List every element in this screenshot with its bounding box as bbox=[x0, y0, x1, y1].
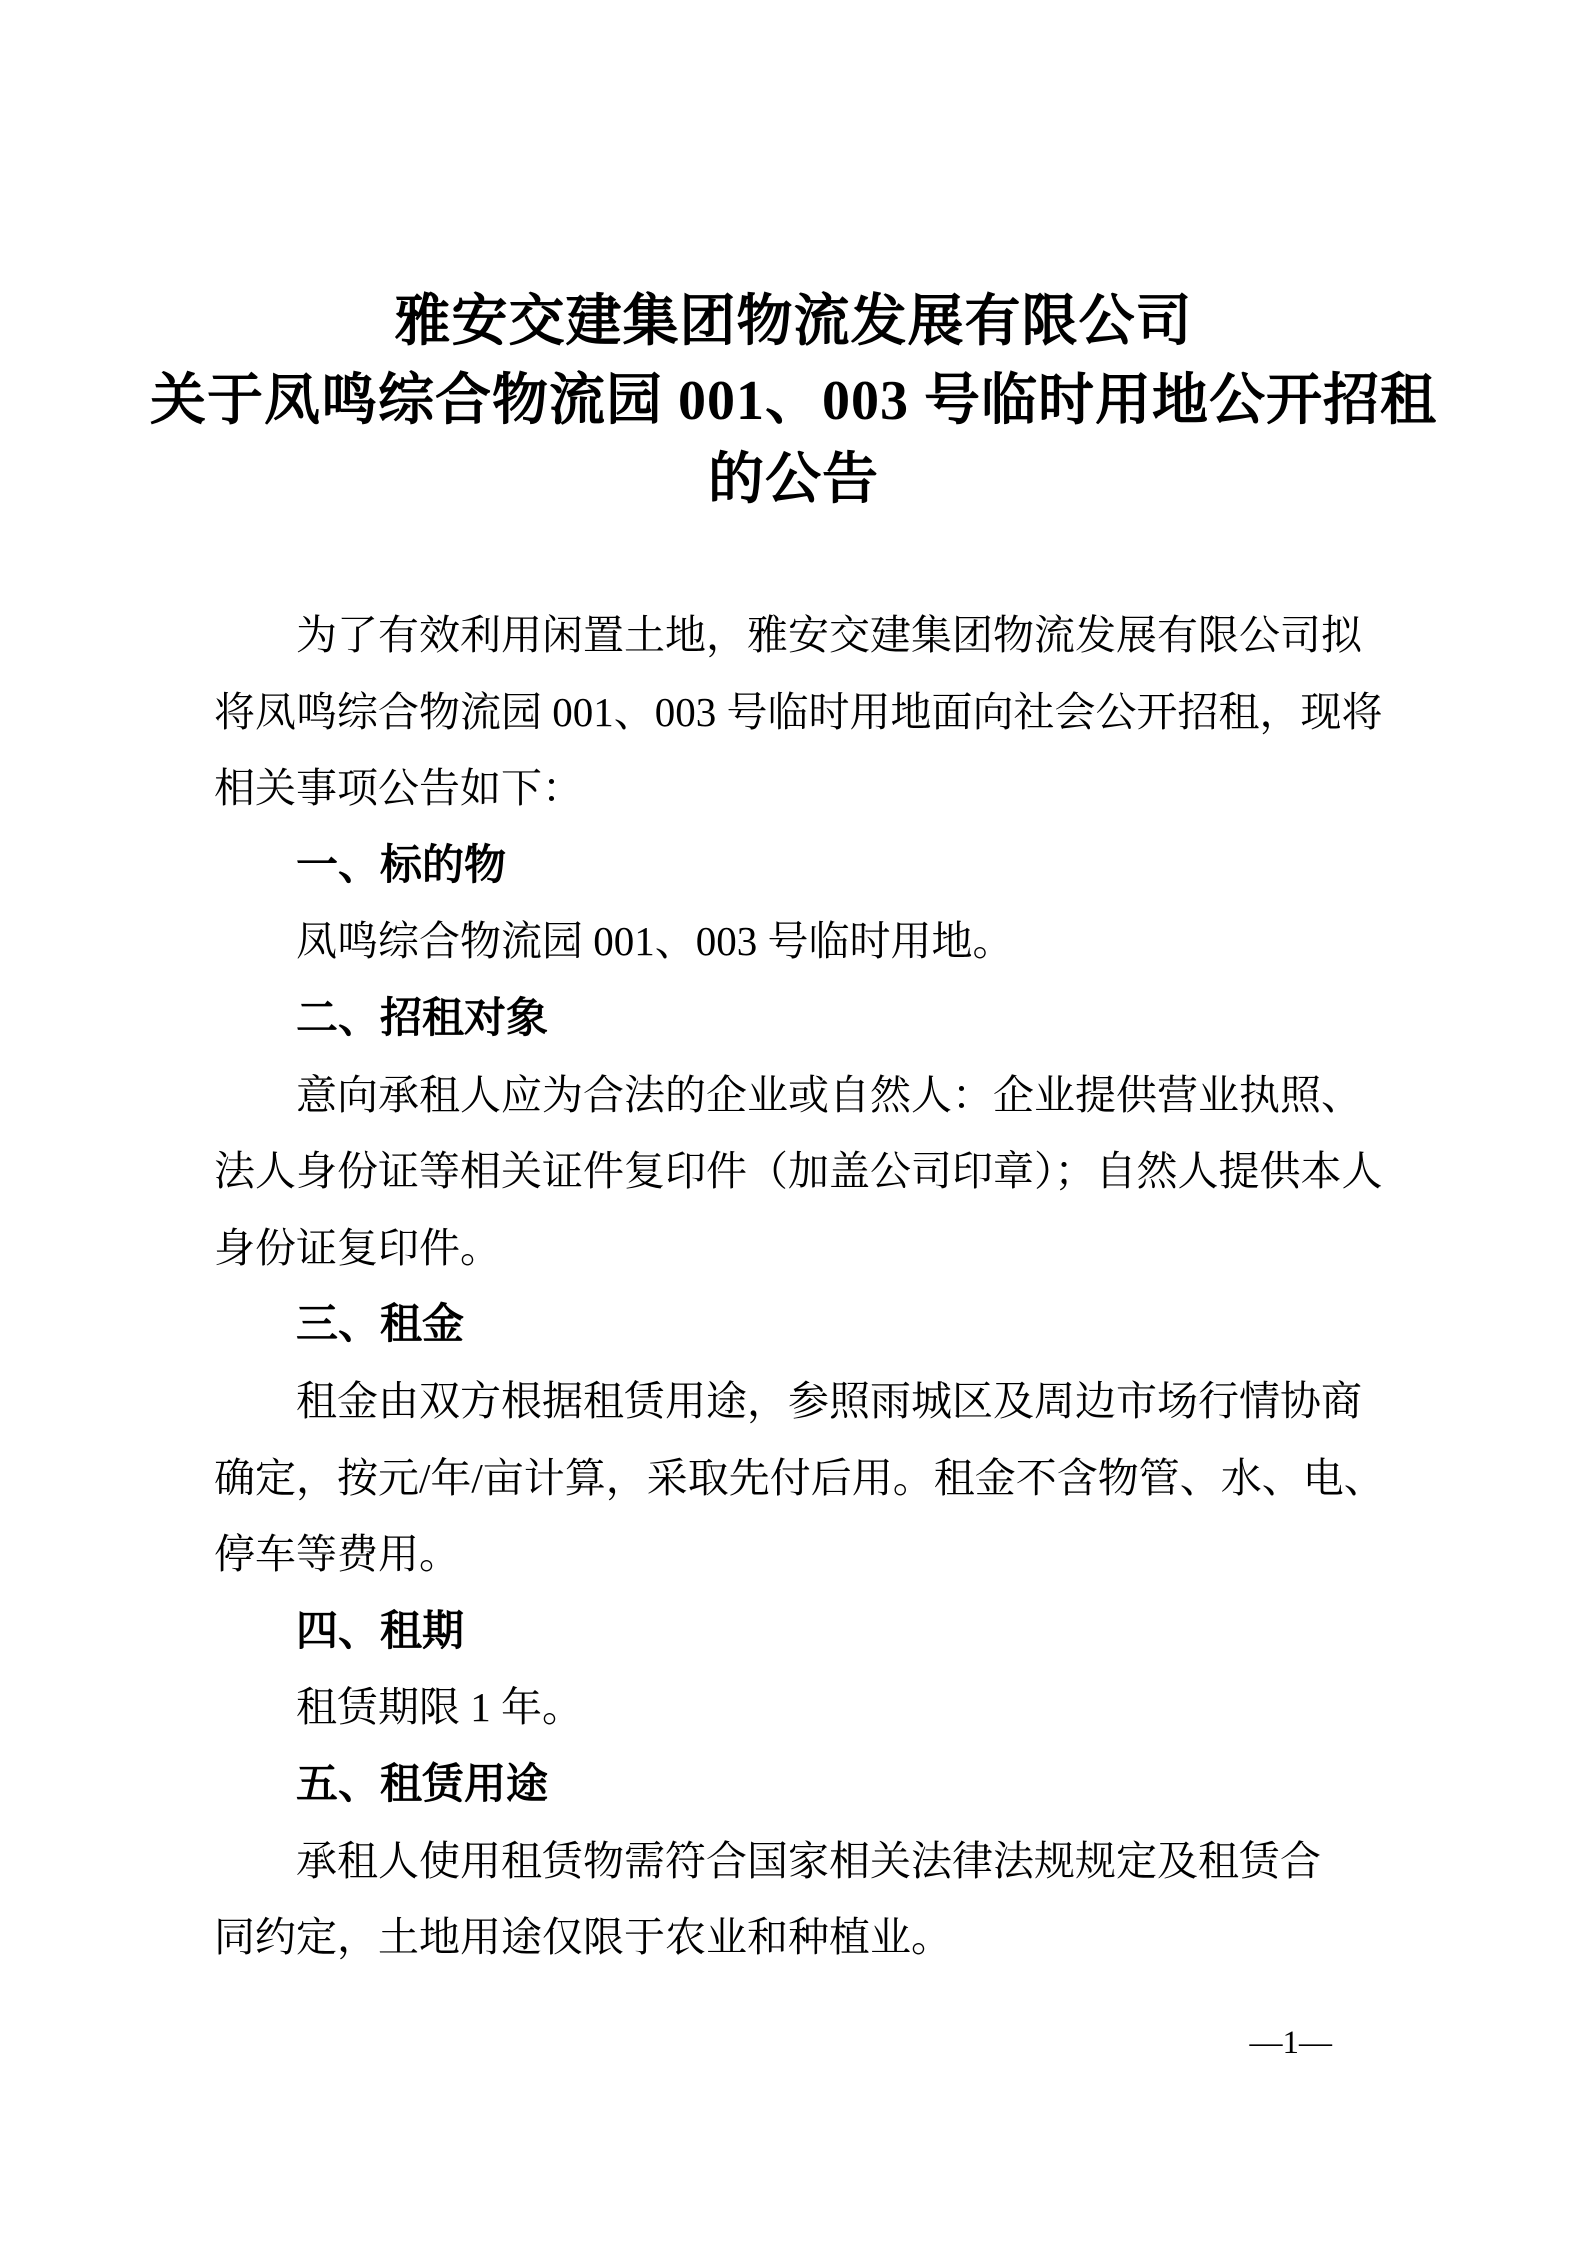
document-title bbox=[0, 283, 1587, 520]
intro-paragraph-line: 将凤鸣综合物流园 001、003 号临时用地面向社会公开招租，现将 bbox=[214, 688, 1383, 735]
intro-paragraph-line: 为了有效利用闲置土地，雅安交建集团物流发展有限公司拟 bbox=[296, 612, 1362, 658]
title-line-2: 关于凤鸣综合物流园 001、003 号临时用地公开招租 bbox=[150, 370, 1437, 432]
title-line-3: 的公告 bbox=[708, 449, 879, 511]
section-rent-line: 确定，按元/年/亩计算，采取先付后用。租金不含物管、水、电、 bbox=[214, 1454, 1385, 1501]
section-heading-subject: 一、标的物 bbox=[296, 840, 507, 888]
section-rent-line: 租金由双方根据租赁用途，参照雨城区及周边市场行情协商 bbox=[296, 1377, 1362, 1424]
intro-paragraph-line: 相关事项公告如下： bbox=[214, 765, 583, 812]
section-target-lessees-line: 意向承租人应为合法的企业或自然人：企业提供营业执照、 bbox=[296, 1071, 1362, 1118]
section-lease-use-line: 同约定，土地用途仅限于农业和种植业。 bbox=[214, 1914, 952, 1961]
section-target-lessees-line: 身份证复印件。 bbox=[214, 1224, 501, 1271]
section-lease-use-line: 承租人使用租赁物需符合国家相关法律法规规定及租赁合 bbox=[296, 1837, 1321, 1884]
section-heading-lease-term: 四、租期 bbox=[296, 1606, 465, 1654]
page-number: —1— bbox=[1249, 2025, 1332, 2061]
section-lease-term-line: 租赁期限 1 年。 bbox=[296, 1684, 583, 1731]
section-rent-line: 停车等费用。 bbox=[214, 1531, 460, 1578]
section-heading-lease-use: 五、租赁用途 bbox=[296, 1759, 549, 1807]
section-heading-target-lessees: 二、招租对象 bbox=[296, 993, 549, 1041]
section-target-lessees-line: 法人身份证等相关证件复印件（加盖公司印章）；自然人提供本人 bbox=[214, 1148, 1383, 1195]
section-subject-line: 凤鸣综合物流园 001、003 号临时用地。 bbox=[296, 918, 1014, 965]
section-heading-rent: 三、租金 bbox=[296, 1300, 465, 1348]
document-body bbox=[214, 597, 1394, 1976]
title-line-1: 雅安交建集团物流发展有限公司 bbox=[394, 291, 1193, 353]
